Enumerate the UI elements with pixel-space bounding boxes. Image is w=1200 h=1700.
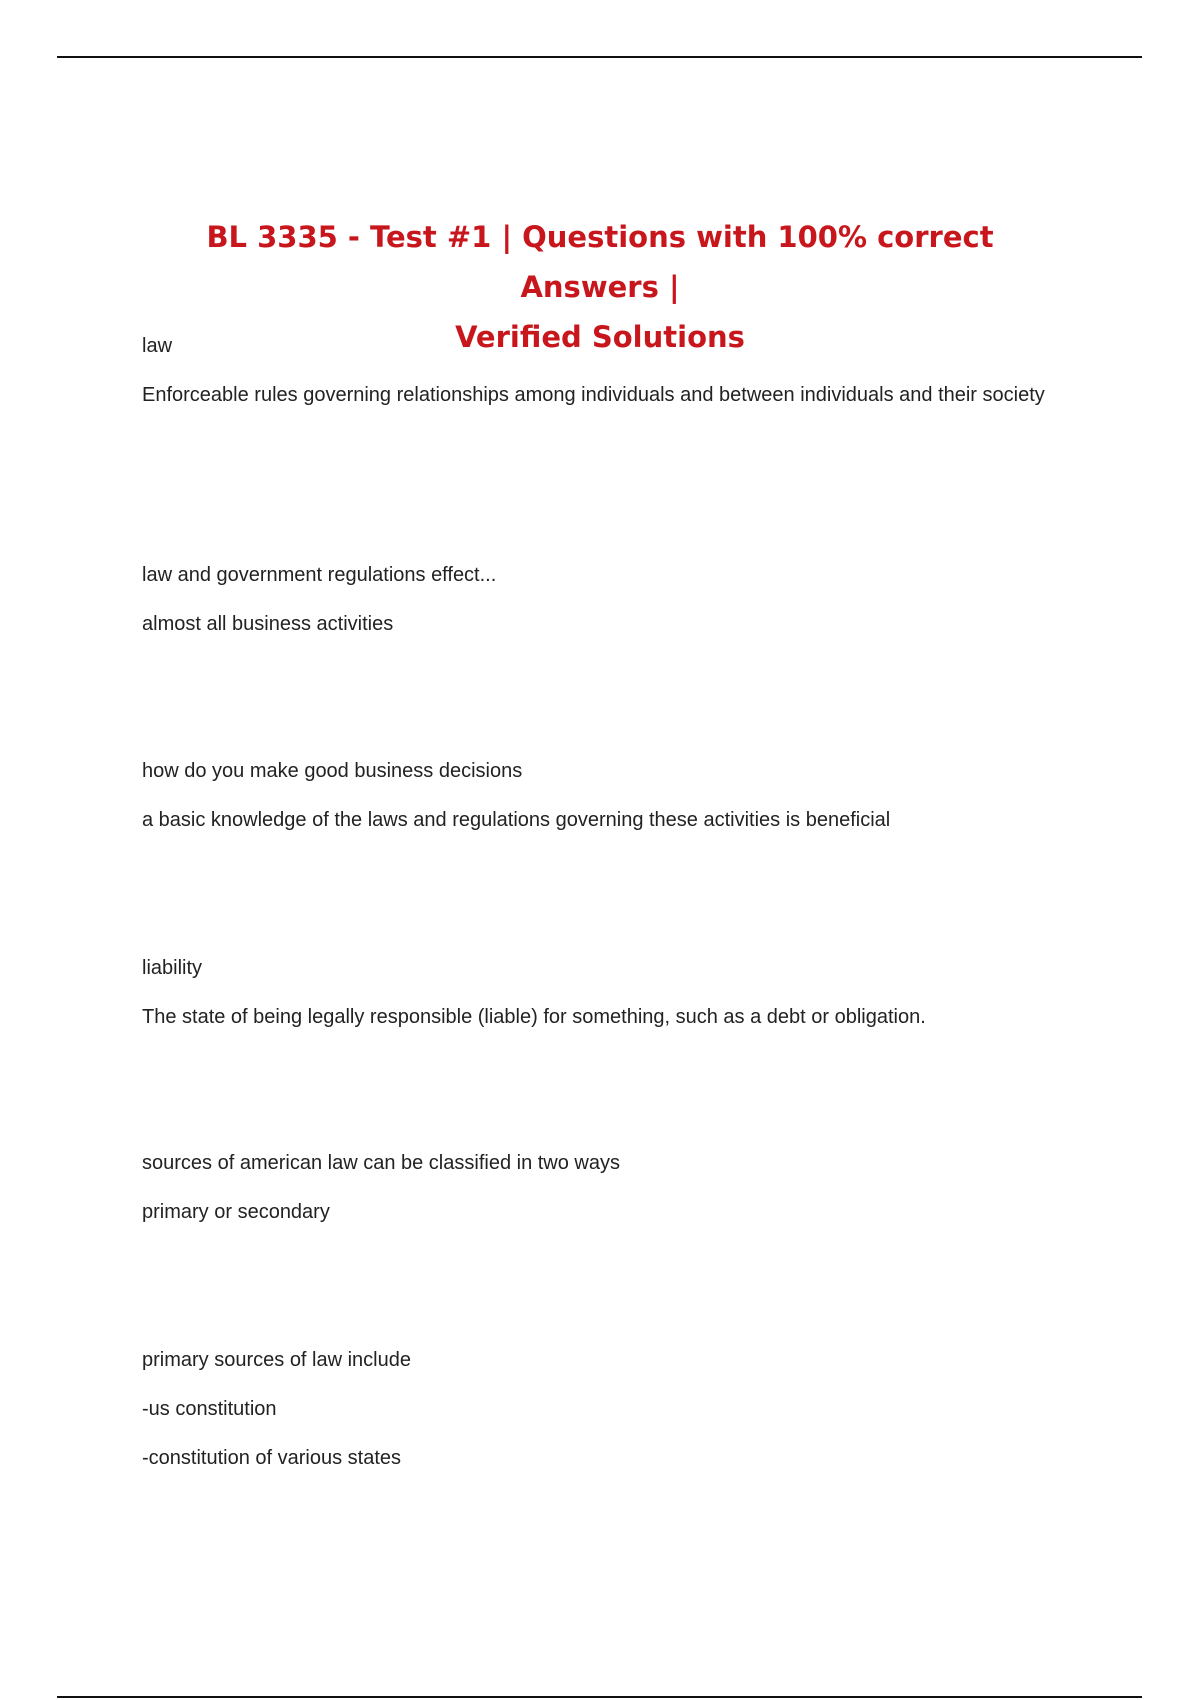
term-primary-sources-of-law: primary sources of law include bbox=[142, 1349, 411, 1371]
definition-primary-sources-line-2: -constitution of various states bbox=[142, 1447, 402, 1469]
term-law: law bbox=[142, 335, 173, 357]
definition-law: Enforceable rules governing relationships among individuals and between individuals and their society bbox=[142, 384, 1045, 406]
term-good-business-decisions: how do you make good business decisions bbox=[142, 760, 523, 782]
definition-liability: The state of being legally responsible (liable) for something, such as a debt or obligation. bbox=[142, 1006, 926, 1028]
document-title bbox=[140, 212, 1060, 362]
definition-law-and-government-regulations: almost all business activities bbox=[142, 613, 394, 635]
definition-good-business-decisions: a basic knowledge of the laws and regulations governing these activities is beneficial bbox=[142, 809, 891, 831]
definition-sources-of-american-law: primary or secondary bbox=[142, 1201, 330, 1223]
title-line-1: BL 3335 - Test #1 | Questions with 100% correct Answers | bbox=[206, 220, 994, 304]
term-sources-of-american-law: sources of american law can be classified in two ways bbox=[142, 1152, 620, 1174]
term-liability: liability bbox=[142, 957, 203, 979]
definition-primary-sources-line-1: -us constitution bbox=[142, 1398, 277, 1420]
term-law-and-government-regulations: law and government regulations effect... bbox=[142, 564, 497, 586]
title-line-2: Verified Solutions bbox=[455, 320, 745, 354]
bottom-rule bbox=[57, 1696, 1142, 1698]
top-rule bbox=[57, 56, 1142, 58]
